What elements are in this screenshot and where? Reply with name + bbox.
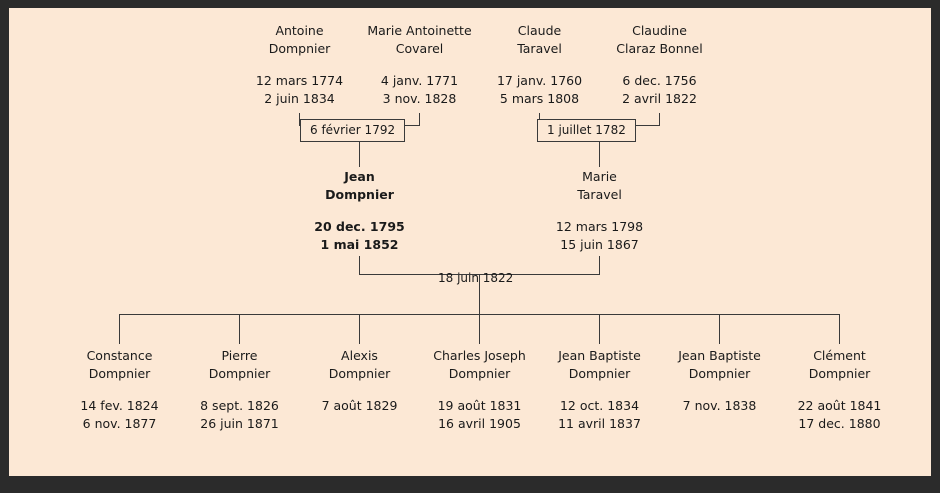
person-birth-date: 12 mars 1774 bbox=[255, 73, 344, 89]
person-death-date: 2 juin 1834 bbox=[264, 91, 335, 107]
connector-line bbox=[359, 256, 360, 274]
person-given-name: Charles Joseph bbox=[433, 348, 526, 363]
person-birth-date: 14 fev. 1824 bbox=[80, 398, 159, 414]
person-claudine-claraz-bonnel bbox=[582, 22, 737, 109]
connector-line bbox=[659, 113, 660, 125]
marriage-date-box-2: 1 juillet 1782 bbox=[537, 119, 636, 142]
person-birth-date: 12 mars 1798 bbox=[555, 219, 644, 235]
connector-line bbox=[419, 113, 420, 125]
person-birth-date: 22 août 1841 bbox=[797, 398, 882, 414]
connector-line bbox=[599, 314, 600, 344]
family-tree-diagram bbox=[9, 8, 931, 476]
person-birth-date: 7 août 1829 bbox=[321, 398, 398, 414]
connector-line bbox=[359, 142, 360, 167]
person-family-name: Dompnier bbox=[808, 366, 871, 382]
person-birth-date: 20 dec. 1795 bbox=[314, 219, 405, 235]
connector-line bbox=[119, 314, 120, 344]
person-family-name: Dompnier bbox=[268, 41, 331, 57]
person-death-date: 1 mai 1852 bbox=[320, 237, 399, 253]
marriage-date-box-3: 18 juin 1822 bbox=[438, 271, 514, 285]
person-dates bbox=[762, 397, 917, 433]
person-given-name: Constance bbox=[86, 348, 153, 363]
person-birth-date: 8 sept. 1826 bbox=[200, 398, 279, 414]
person-given-name: Antoine bbox=[275, 23, 324, 38]
person-death-date: 11 avril 1837 bbox=[558, 416, 641, 432]
person-death-date: 5 mars 1808 bbox=[499, 91, 580, 107]
person-given-name: Marie Antoinette bbox=[367, 23, 472, 38]
person-given-name: Alexis bbox=[341, 348, 378, 363]
person-death-date: 26 juin 1871 bbox=[200, 416, 279, 432]
person-family-name: Dompnier bbox=[688, 366, 751, 382]
person-marie-taravel bbox=[522, 168, 677, 255]
person-given-name: Jean bbox=[344, 169, 375, 184]
person-dates bbox=[522, 218, 677, 254]
person-family-name: Dompnier bbox=[568, 366, 631, 382]
person-family-name: Dompnier bbox=[448, 366, 511, 382]
person-family-name: Dompnier bbox=[208, 366, 271, 382]
person-given-name: Jean Baptiste bbox=[558, 348, 641, 363]
person-death-date: 16 avril 1905 bbox=[438, 416, 521, 432]
connector-line bbox=[479, 274, 480, 314]
person-given-name: Claude bbox=[517, 23, 562, 38]
person-jean-dompnier bbox=[282, 168, 437, 255]
person-given-name: Marie bbox=[582, 169, 617, 184]
person-family-name: Dompnier bbox=[88, 366, 151, 382]
person-clement-dompnier bbox=[762, 347, 917, 434]
connector-line bbox=[359, 314, 360, 344]
person-given-name: Jean Baptiste bbox=[678, 348, 761, 363]
person-family-name: Claraz Bonnel bbox=[616, 41, 703, 57]
connector-line bbox=[479, 314, 480, 344]
person-birth-date: 7 nov. 1838 bbox=[682, 398, 757, 414]
person-family-name: Taravel bbox=[517, 41, 562, 57]
connector-line bbox=[839, 314, 840, 344]
person-death-date: 15 juin 1867 bbox=[560, 237, 639, 253]
person-given-name: Clément bbox=[813, 348, 866, 363]
person-dates bbox=[282, 218, 437, 254]
person-death-date: 3 nov. 1828 bbox=[382, 91, 457, 107]
connector-line bbox=[599, 256, 600, 274]
person-birth-date: 19 août 1831 bbox=[437, 398, 522, 414]
person-given-name: Claudine bbox=[632, 23, 687, 38]
person-given-name: Pierre bbox=[221, 348, 258, 363]
marriage-date-box-1: 6 février 1792 bbox=[300, 119, 405, 142]
connector-line bbox=[239, 314, 240, 344]
person-birth-date: 12 oct. 1834 bbox=[559, 398, 640, 414]
person-family-name: Covarel bbox=[395, 41, 444, 57]
person-death-date: 2 avril 1822 bbox=[622, 91, 697, 107]
person-family-name: Dompnier bbox=[328, 366, 391, 382]
person-birth-date: 4 janv. 1771 bbox=[380, 73, 459, 89]
person-family-name: Taravel bbox=[577, 187, 622, 203]
person-dates bbox=[582, 72, 737, 108]
person-birth-date: 17 janv. 1760 bbox=[496, 73, 583, 89]
person-family-name: Dompnier bbox=[325, 187, 394, 203]
connector-line bbox=[599, 142, 600, 167]
person-birth-date: 6 dec. 1756 bbox=[622, 73, 697, 89]
person-death-date: 6 nov. 1877 bbox=[82, 416, 157, 432]
connector-line bbox=[719, 314, 720, 344]
person-death-date: 17 dec. 1880 bbox=[798, 416, 881, 432]
